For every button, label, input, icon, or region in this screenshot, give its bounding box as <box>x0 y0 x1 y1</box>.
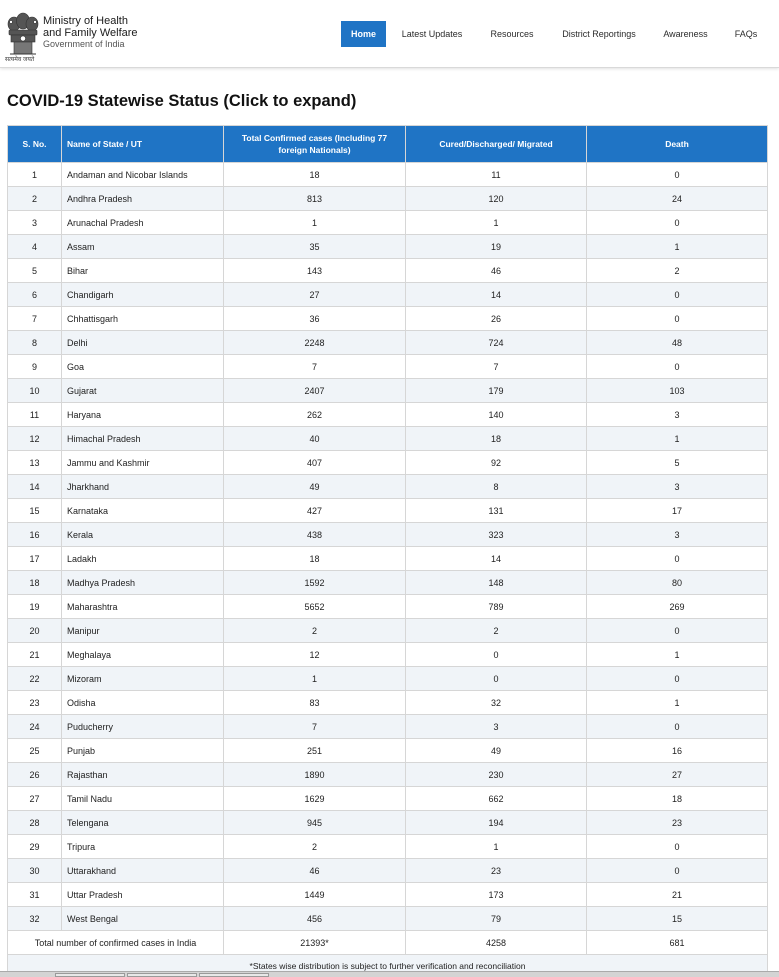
table-row[interactable] <box>8 835 768 859</box>
row-cured: 26 <box>406 307 587 331</box>
taskbar-item[interactable] <box>199 973 269 977</box>
row-state-name: Odisha <box>62 691 224 715</box>
row-death: 0 <box>587 283 768 307</box>
table-row[interactable] <box>8 235 768 259</box>
row-cured: 148 <box>406 571 587 595</box>
table-row[interactable] <box>8 667 768 691</box>
row-sno: 17 <box>8 547 62 571</box>
row-confirmed: 49 <box>224 475 406 499</box>
row-death: 16 <box>587 739 768 763</box>
ministry-name-line2: and Family Welfare <box>43 26 138 39</box>
row-state-name: Madhya Pradesh <box>62 571 224 595</box>
table-row[interactable] <box>8 595 768 619</box>
row-death: 5 <box>587 451 768 475</box>
row-death: 23 <box>587 811 768 835</box>
row-death: 103 <box>587 379 768 403</box>
row-death: 1 <box>587 643 768 667</box>
row-state-name: Tamil Nadu <box>62 787 224 811</box>
nav-awareness[interactable]: Awareness <box>663 29 708 39</box>
header-state-name: Name of State / UT <box>62 126 224 163</box>
row-death: 24 <box>587 187 768 211</box>
row-sno: 4 <box>8 235 62 259</box>
row-cured: 120 <box>406 187 587 211</box>
table-row[interactable] <box>8 187 768 211</box>
table-row[interactable] <box>8 619 768 643</box>
row-state-name: Goa <box>62 355 224 379</box>
table-row[interactable] <box>8 331 768 355</box>
table-row[interactable] <box>8 739 768 763</box>
table-row[interactable] <box>8 523 768 547</box>
row-confirmed: 143 <box>224 259 406 283</box>
nav-latest-updates[interactable]: Latest Updates <box>401 29 463 39</box>
row-confirmed: 2248 <box>224 331 406 355</box>
row-sno: 8 <box>8 331 62 355</box>
table-row[interactable] <box>8 403 768 427</box>
taskbar-item[interactable] <box>55 973 125 977</box>
row-cured: 662 <box>406 787 587 811</box>
row-sno: 12 <box>8 427 62 451</box>
emblem-caption: सत्यमेव जयते <box>5 57 35 63</box>
row-sno: 32 <box>8 907 62 931</box>
table-row[interactable] <box>8 211 768 235</box>
row-state-name: Chandigarh <box>62 283 224 307</box>
row-confirmed: 5652 <box>224 595 406 619</box>
row-confirmed: 46 <box>224 859 406 883</box>
row-sno: 27 <box>8 787 62 811</box>
row-confirmed: 18 <box>224 547 406 571</box>
row-death: 0 <box>587 211 768 235</box>
row-death: 1 <box>587 427 768 451</box>
row-sno: 5 <box>8 259 62 283</box>
taskbar-strip <box>0 971 779 977</box>
row-cured: 173 <box>406 883 587 907</box>
row-death: 0 <box>587 715 768 739</box>
row-sno: 29 <box>8 835 62 859</box>
table-row[interactable] <box>8 907 768 931</box>
row-cured: 11 <box>406 163 587 187</box>
row-cured: 179 <box>406 379 587 403</box>
row-sno: 15 <box>8 499 62 523</box>
row-confirmed: 83 <box>224 691 406 715</box>
row-state-name: Chhattisgarh <box>62 307 224 331</box>
row-confirmed: 2407 <box>224 379 406 403</box>
row-state-name: Rajasthan <box>62 763 224 787</box>
row-state-name: Ladakh <box>62 547 224 571</box>
table-row[interactable] <box>8 547 768 571</box>
row-cured: 46 <box>406 259 587 283</box>
row-cured: 789 <box>406 595 587 619</box>
header-death: Death <box>587 126 768 163</box>
row-confirmed: 1592 <box>224 571 406 595</box>
row-state-name: Meghalaya <box>62 643 224 667</box>
table-row[interactable] <box>8 283 768 307</box>
row-state-name: Himachal Pradesh <box>62 427 224 451</box>
row-death: 80 <box>587 571 768 595</box>
row-cured: 7 <box>406 355 587 379</box>
nav-home[interactable]: Home <box>341 21 386 47</box>
row-state-name: Punjab <box>62 739 224 763</box>
row-state-name: Mizoram <box>62 667 224 691</box>
row-death: 1 <box>587 235 768 259</box>
row-state-name: West Bengal <box>62 907 224 931</box>
row-confirmed: 251 <box>224 739 406 763</box>
row-cured: 131 <box>406 499 587 523</box>
row-state-name: Puducherry <box>62 715 224 739</box>
row-state-name: Uttar Pradesh <box>62 883 224 907</box>
row-sno: 23 <box>8 691 62 715</box>
row-sno: 10 <box>8 379 62 403</box>
row-death: 0 <box>587 307 768 331</box>
row-sno: 6 <box>8 283 62 307</box>
table-row[interactable] <box>8 355 768 379</box>
row-cured: 49 <box>406 739 587 763</box>
row-sno: 19 <box>8 595 62 619</box>
row-confirmed: 1890 <box>224 763 406 787</box>
row-sno: 25 <box>8 739 62 763</box>
row-death: 18 <box>587 787 768 811</box>
table-body <box>8 163 768 931</box>
row-sno: 11 <box>8 403 62 427</box>
ministry-title[interactable] <box>43 16 138 51</box>
government-of-india-label: Government of India <box>43 39 125 49</box>
row-cured: 0 <box>406 667 587 691</box>
ministry-name-line1: Ministry of Health <box>43 15 128 27</box>
table-row[interactable] <box>8 883 768 907</box>
nav-resources[interactable]: Resources <box>490 29 534 39</box>
table-row[interactable] <box>8 691 768 715</box>
row-state-name: Andhra Pradesh <box>62 187 224 211</box>
table-row[interactable] <box>8 379 768 403</box>
row-confirmed: 36 <box>224 307 406 331</box>
row-sno: 28 <box>8 811 62 835</box>
row-sno: 16 <box>8 523 62 547</box>
row-cured: 1 <box>406 211 587 235</box>
row-sno: 2 <box>8 187 62 211</box>
row-cured: 32 <box>406 691 587 715</box>
row-state-name: Karnataka <box>62 499 224 523</box>
row-death: 0 <box>587 835 768 859</box>
table-row[interactable] <box>8 859 768 883</box>
row-cured: 14 <box>406 283 587 307</box>
row-cured: 18 <box>406 427 587 451</box>
row-confirmed: 1 <box>224 211 406 235</box>
row-cured: 79 <box>406 907 587 931</box>
row-state-name: Jharkhand <box>62 475 224 499</box>
taskbar-item[interactable] <box>127 973 197 977</box>
row-confirmed: 407 <box>224 451 406 475</box>
nav-faqs[interactable]: FAQs <box>734 29 758 39</box>
row-sno: 13 <box>8 451 62 475</box>
total-row <box>8 931 768 955</box>
row-confirmed: 813 <box>224 187 406 211</box>
table-row[interactable] <box>8 571 768 595</box>
row-cured: 230 <box>406 763 587 787</box>
nav-district-reportings[interactable]: District Reportings <box>562 29 636 39</box>
table-row[interactable] <box>8 715 768 739</box>
row-cured: 1 <box>406 835 587 859</box>
row-state-name: Maharashtra <box>62 595 224 619</box>
table-row[interactable] <box>8 427 768 451</box>
row-sno: 26 <box>8 763 62 787</box>
row-confirmed: 2 <box>224 835 406 859</box>
table-row[interactable] <box>8 763 768 787</box>
row-confirmed: 12 <box>224 643 406 667</box>
row-confirmed: 18 <box>224 163 406 187</box>
table-row[interactable] <box>8 163 768 187</box>
row-confirmed: 456 <box>224 907 406 931</box>
row-state-name: Delhi <box>62 331 224 355</box>
row-death: 269 <box>587 595 768 619</box>
row-sno: 1 <box>8 163 62 187</box>
row-cured: 0 <box>406 643 587 667</box>
row-state-name: Kerala <box>62 523 224 547</box>
row-death: 3 <box>587 475 768 499</box>
row-death: 48 <box>587 331 768 355</box>
total-cured: 4258 <box>406 931 587 955</box>
row-confirmed: 262 <box>224 403 406 427</box>
row-cured: 3 <box>406 715 587 739</box>
row-confirmed: 1629 <box>224 787 406 811</box>
site-header <box>0 0 779 68</box>
row-sno: 22 <box>8 667 62 691</box>
row-cured: 323 <box>406 523 587 547</box>
row-state-name: Bihar <box>62 259 224 283</box>
row-death: 1 <box>587 691 768 715</box>
row-confirmed: 438 <box>224 523 406 547</box>
row-death: 21 <box>587 883 768 907</box>
total-confirmed: 21393* <box>224 931 406 955</box>
row-death: 0 <box>587 859 768 883</box>
row-cured: 19 <box>406 235 587 259</box>
row-confirmed: 1449 <box>224 883 406 907</box>
header-confirmed: Total Confirmed cases (Including 77 foreign Nationals) <box>224 126 406 163</box>
row-death: 2 <box>587 259 768 283</box>
table-row[interactable] <box>8 787 768 811</box>
total-label: Total number of confirmed cases in India <box>8 931 224 955</box>
row-cured: 92 <box>406 451 587 475</box>
row-death: 27 <box>587 763 768 787</box>
row-cured: 2 <box>406 619 587 643</box>
row-sno: 24 <box>8 715 62 739</box>
row-sno: 31 <box>8 883 62 907</box>
header-sno: S. No. <box>8 126 62 163</box>
row-cured: 14 <box>406 547 587 571</box>
table-row[interactable] <box>8 643 768 667</box>
row-death: 0 <box>587 163 768 187</box>
row-state-name: Gujarat <box>62 379 224 403</box>
row-death: 0 <box>587 355 768 379</box>
row-state-name: Assam <box>62 235 224 259</box>
row-cured: 23 <box>406 859 587 883</box>
row-death: 3 <box>587 523 768 547</box>
total-death: 681 <box>587 931 768 955</box>
row-sno: 20 <box>8 619 62 643</box>
row-confirmed: 1 <box>224 667 406 691</box>
page-title[interactable]: COVID-19 Statewise Status (Click to expand) <box>7 92 357 110</box>
row-state-name: Telengana <box>62 811 224 835</box>
row-confirmed: 7 <box>224 715 406 739</box>
row-sno: 18 <box>8 571 62 595</box>
table-row[interactable] <box>8 259 768 283</box>
row-state-name: Arunachal Pradesh <box>62 211 224 235</box>
row-death: 0 <box>587 667 768 691</box>
footnote-text: *States wise distribution is subject to further verification and reconciliation <box>8 955 768 977</box>
row-confirmed: 945 <box>224 811 406 835</box>
row-sno: 7 <box>8 307 62 331</box>
row-confirmed: 7 <box>224 355 406 379</box>
row-death: 15 <box>587 907 768 931</box>
row-state-name: Uttarakhand <box>62 859 224 883</box>
row-death: 17 <box>587 499 768 523</box>
row-state-name: Haryana <box>62 403 224 427</box>
row-death: 3 <box>587 403 768 427</box>
table-row[interactable] <box>8 475 768 499</box>
row-confirmed: 2 <box>224 619 406 643</box>
row-sno: 14 <box>8 475 62 499</box>
table-row[interactable] <box>8 811 768 835</box>
row-sno: 3 <box>8 211 62 235</box>
table-row[interactable] <box>8 499 768 523</box>
table-row[interactable] <box>8 307 768 331</box>
row-sno: 30 <box>8 859 62 883</box>
row-confirmed: 35 <box>224 235 406 259</box>
row-sno: 21 <box>8 643 62 667</box>
table-row[interactable] <box>8 451 768 475</box>
statewise-status-table <box>7 125 768 977</box>
row-death: 0 <box>587 547 768 571</box>
row-death: 0 <box>587 619 768 643</box>
row-state-name: Andaman and Nicobar Islands <box>62 163 224 187</box>
row-state-name: Tripura <box>62 835 224 859</box>
row-confirmed: 427 <box>224 499 406 523</box>
row-cured: 194 <box>406 811 587 835</box>
row-cured: 724 <box>406 331 587 355</box>
table-header-row <box>8 126 768 163</box>
row-state-name: Jammu and Kashmir <box>62 451 224 475</box>
row-confirmed: 27 <box>224 283 406 307</box>
national-emblem-icon[interactable] <box>6 8 40 62</box>
row-state-name: Manipur <box>62 619 224 643</box>
header-cured: Cured/Discharged/ Migrated <box>406 126 587 163</box>
row-cured: 140 <box>406 403 587 427</box>
row-cured: 8 <box>406 475 587 499</box>
row-sno: 9 <box>8 355 62 379</box>
row-confirmed: 40 <box>224 427 406 451</box>
